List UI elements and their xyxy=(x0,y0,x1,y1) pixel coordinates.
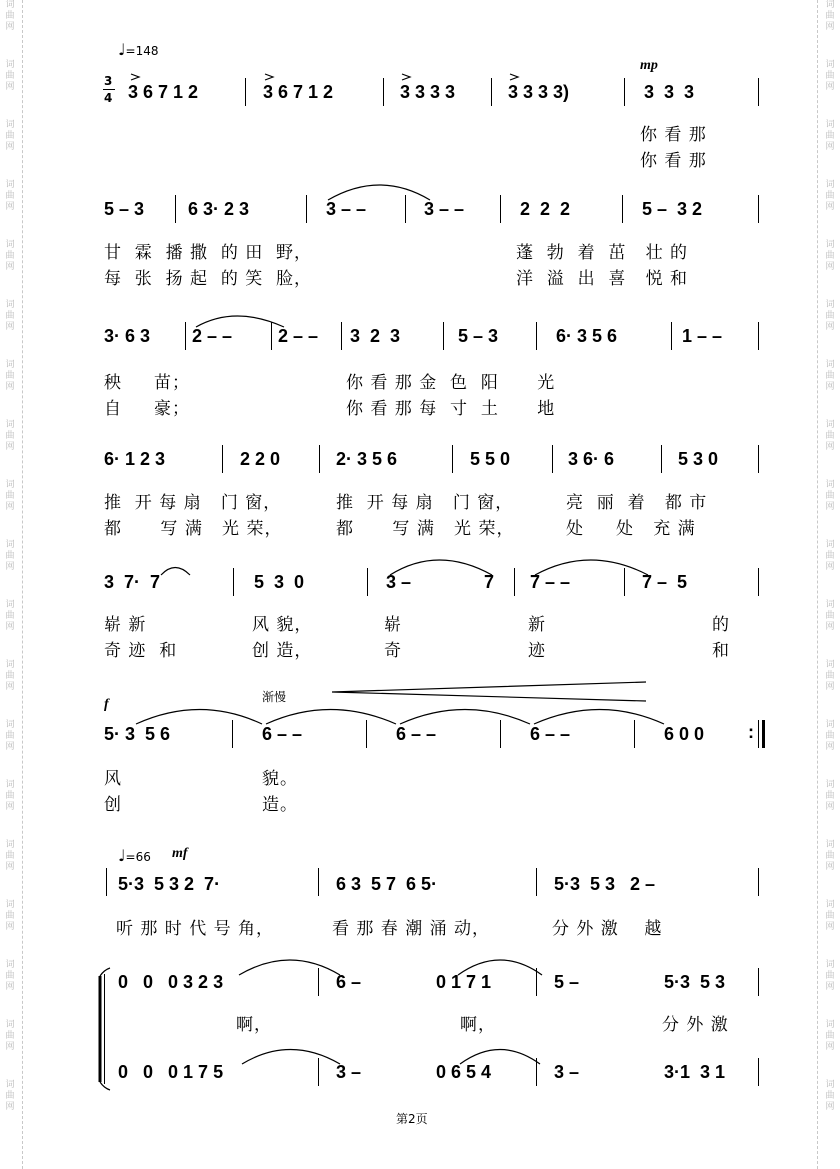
lyric-line-2: 自 豪； xyxy=(104,399,191,419)
watermark-char: 词 xyxy=(825,1020,835,1030)
lyric-line-2: 你 看 那 xyxy=(640,151,707,171)
measure-notes: 5·3 5 3 xyxy=(664,972,726,992)
watermark-char: 词 xyxy=(825,540,835,550)
watermark-char: 词 xyxy=(5,720,15,730)
watermark-char: 曲 xyxy=(825,191,835,201)
slur xyxy=(242,1050,340,1065)
slur xyxy=(136,710,262,725)
measure-notes: 6 – – xyxy=(396,724,437,744)
lyric-line-1: 看 那 春 潮 涌 动， xyxy=(332,919,491,939)
measure-notes: 2· 3 5 6 xyxy=(336,449,398,469)
lyric-line-1: 推 开 每 扇 门 窗， xyxy=(336,493,514,513)
lyric-line-2: 迹 xyxy=(528,641,546,661)
lyric-line-2: 奇 xyxy=(384,641,402,661)
watermark-char: 曲 xyxy=(5,671,15,681)
watermark-char: 网 xyxy=(825,1042,835,1052)
watermark-char: 网 xyxy=(5,562,15,572)
watermark-char: 词 xyxy=(5,360,15,370)
lyric-line-1: 风 貌， xyxy=(252,615,313,635)
watermark-char: 曲 xyxy=(5,791,15,801)
watermark-char: 网 xyxy=(825,202,835,212)
lyric-line-1: 新 xyxy=(528,615,546,635)
watermark-char: 网 xyxy=(5,502,15,512)
tempo-mark-1: ♩=148 xyxy=(118,40,159,59)
watermark-char: 网 xyxy=(5,922,15,932)
watermark-char: 曲 xyxy=(5,371,15,381)
measure-notes: 3 6· 6 xyxy=(568,449,615,469)
watermark-char: 曲 xyxy=(825,251,835,261)
lyric-line-2: 和 xyxy=(712,641,730,661)
watermark-char: 曲 xyxy=(825,551,835,561)
watermark-char: 网 xyxy=(825,442,835,452)
watermark-char: 网 xyxy=(825,862,835,872)
rit-mark: 渐慢 xyxy=(262,690,287,704)
lyric-line-1: 啊， xyxy=(460,1015,496,1035)
lyric-line-1: 亮 丽 着 都 市 xyxy=(566,493,708,513)
watermark-char: 网 xyxy=(825,82,835,92)
watermark-char: 词 xyxy=(825,300,835,310)
measure-notes: 0 1 7 1 xyxy=(436,972,492,992)
measure-notes: 0 6 5 4 xyxy=(436,1062,492,1082)
measure-notes: 3 7· 7 xyxy=(104,572,161,592)
measure-notes: 5·3 5 3 2 – xyxy=(554,874,656,894)
watermark-char: 词 xyxy=(5,840,15,850)
measure-notes: 0 0 0 3 2 3 xyxy=(118,972,224,992)
system-bracket-bottom xyxy=(100,1082,110,1090)
watermark-char: 网 xyxy=(825,802,835,812)
watermark-char: 词 xyxy=(825,600,835,610)
watermark-char: 网 xyxy=(5,1042,15,1052)
watermark-char: 网 xyxy=(825,142,835,152)
lyric-line-1: 你 看 那 金 色 阳 光 xyxy=(346,373,556,393)
lyric-line-2: 创 xyxy=(104,795,122,815)
measure-notes: 2 – – xyxy=(278,326,319,346)
measure-notes: 3 3 3 3 xyxy=(400,82,456,102)
watermark-char: 曲 xyxy=(825,791,835,801)
lyric-line-2: 洋 溢 出 喜 悦 和 xyxy=(516,269,689,289)
measure-notes: 6 – – xyxy=(530,724,571,744)
lyric-line-1: 崭 新 xyxy=(104,615,147,635)
watermark-char: 曲 xyxy=(825,851,835,861)
lyric-line-1: 崭 xyxy=(384,615,402,635)
measure-notes: 6 – xyxy=(336,972,362,992)
watermark-char: 词 xyxy=(5,960,15,970)
watermark-char: 曲 xyxy=(5,251,15,261)
watermark-char: 网 xyxy=(825,562,835,572)
hairpin-decrescendo xyxy=(332,682,646,701)
watermark-char: 词 xyxy=(825,240,835,250)
measure-notes: 6· 3 5 6 xyxy=(556,326,618,346)
watermark-char: 网 xyxy=(5,82,15,92)
measure-notes: 2 2 0 xyxy=(240,449,281,469)
measure-notes: 3 – xyxy=(336,1062,362,1082)
watermark-char: 曲 xyxy=(5,1031,15,1041)
watermark-char: 曲 xyxy=(5,1091,15,1101)
dynamic-mf: mf xyxy=(172,846,188,861)
watermark-char: 词 xyxy=(825,900,835,910)
watermark-char: 词 xyxy=(5,300,15,310)
watermark-char: 曲 xyxy=(825,71,835,81)
lyric-line-1: 秧 苗； xyxy=(104,373,191,393)
watermark-char: 词 xyxy=(825,960,835,970)
measure-notes: 3 3 3 xyxy=(644,82,695,102)
repeat-dots: : xyxy=(748,722,754,742)
tempo-mark-2: ♩=66 xyxy=(118,846,151,865)
watermark-char: 网 xyxy=(825,322,835,332)
watermark-char: 词 xyxy=(825,60,835,70)
watermark-char: 词 xyxy=(825,720,835,730)
watermark-char: 词 xyxy=(5,480,15,490)
measure-notes: 5 3 0 xyxy=(254,572,305,592)
watermark-char: 词 xyxy=(5,240,15,250)
measure-notes: 3 3 3 3) xyxy=(508,82,570,102)
lyric-line-1: 啊， xyxy=(236,1015,272,1035)
watermark-char: 曲 xyxy=(5,11,15,21)
watermark-char: 词 xyxy=(5,1020,15,1030)
watermark-char: 曲 xyxy=(5,911,15,921)
watermark-char: 曲 xyxy=(5,71,15,81)
watermark-char: 曲 xyxy=(825,491,835,501)
watermark-char: 网 xyxy=(825,1102,835,1112)
lyric-line-1: 分 外 激 xyxy=(662,1015,729,1035)
watermark-char: 曲 xyxy=(5,731,15,741)
accent-mark xyxy=(265,74,273,80)
measure-notes: 3 6 7 1 2 xyxy=(128,82,199,102)
watermark-char: 网 xyxy=(5,22,15,32)
lyric-line-1: 你 看 那 xyxy=(640,125,707,145)
measure-notes: 5 – 3 xyxy=(458,326,499,346)
lyric-line-1: 推 开 每 扇 门 窗， xyxy=(104,493,282,513)
watermark-char: 词 xyxy=(5,420,15,430)
measure-notes: 1 – – xyxy=(682,326,723,346)
measure-notes: 3·1 3 1 xyxy=(664,1062,726,1082)
watermark-char: 曲 xyxy=(825,971,835,981)
time-sig-bottom: 4 xyxy=(104,91,113,105)
page-number: 第2页 xyxy=(396,1112,428,1126)
measure-notes: 7 xyxy=(484,572,495,592)
slur xyxy=(400,710,530,725)
watermark-char: 网 xyxy=(825,982,835,992)
watermark-char: 曲 xyxy=(825,1031,835,1041)
watermark-char: 曲 xyxy=(5,131,15,141)
watermark-char: 词 xyxy=(5,120,15,130)
measure-notes: 3 2 3 xyxy=(350,326,401,346)
watermark-char: 网 xyxy=(825,682,835,692)
watermark-char: 曲 xyxy=(5,431,15,441)
watermark-char: 曲 xyxy=(825,611,835,621)
watermark-char: 网 xyxy=(5,622,15,632)
watermark-char: 曲 xyxy=(825,911,835,921)
watermark-char: 词 xyxy=(5,60,15,70)
slur xyxy=(161,568,190,576)
watermark-char: 词 xyxy=(825,840,835,850)
watermark-char: 曲 xyxy=(5,191,15,201)
watermark-char: 曲 xyxy=(5,971,15,981)
slur xyxy=(390,560,492,575)
measure-notes: 3 – – xyxy=(326,199,367,219)
measure-notes: 5 – xyxy=(554,972,580,992)
watermark-char: 词 xyxy=(5,180,15,190)
watermark-char: 词 xyxy=(5,0,15,10)
dynamic-mp: mp xyxy=(640,58,658,73)
measure-notes: 6 – – xyxy=(262,724,303,744)
lyric-line-1: 分 外 激 越 xyxy=(552,919,663,939)
watermark-char: 网 xyxy=(825,742,835,752)
accent-mark xyxy=(131,74,139,80)
measure-notes: 6· 1 2 3 xyxy=(104,449,166,469)
measure-notes: 6 3 5 7 6 5· xyxy=(336,874,438,894)
measure-notes: 3 6 7 1 2 xyxy=(263,82,334,102)
watermark-char: 词 xyxy=(5,1080,15,1090)
lyric-line-1: 风 xyxy=(104,769,122,789)
watermark-char: 网 xyxy=(5,862,15,872)
watermark-char: 词 xyxy=(825,780,835,790)
lyric-line-2: 都 写 满 光 荣， xyxy=(104,519,283,539)
watermark-char: 曲 xyxy=(5,851,15,861)
time-sig-top: 3 xyxy=(104,74,113,88)
slur xyxy=(196,316,284,327)
watermark-char: 曲 xyxy=(5,551,15,561)
watermark-char: 网 xyxy=(5,982,15,992)
accent-mark xyxy=(510,74,518,80)
watermark-char: 网 xyxy=(5,202,15,212)
watermark-char: 网 xyxy=(5,382,15,392)
watermark-char: 曲 xyxy=(5,611,15,621)
measure-notes: 5 3 0 xyxy=(678,449,719,469)
watermark-char: 曲 xyxy=(825,671,835,681)
lyric-line-1: 的 xyxy=(712,615,730,635)
watermark-char: 词 xyxy=(825,0,835,10)
lyric-line-1: 蓬 勃 着 茁 壮 的 xyxy=(516,243,689,263)
measure-notes: 5 5 0 xyxy=(470,449,511,469)
measure-notes: 3 – – xyxy=(424,199,465,219)
lyric-line-2: 处 处 充 满 xyxy=(566,519,696,539)
watermark-char: 网 xyxy=(5,142,15,152)
lyric-line-2: 造。 xyxy=(262,795,298,815)
watermark-char: 网 xyxy=(5,802,15,812)
watermark-char: 曲 xyxy=(825,131,835,141)
slur xyxy=(460,1050,540,1065)
measure-notes: 5·3 5 3 2 7· xyxy=(118,874,221,894)
lyric-line-2: 你 看 那 每 寸 土 地 xyxy=(346,399,556,419)
measure-notes: 3 – xyxy=(554,1062,580,1082)
lyric-line-2: 创 造， xyxy=(252,641,313,661)
measure-notes: 7 – – xyxy=(530,572,571,592)
system-bracket-top xyxy=(100,968,110,976)
measure-notes: 0 0 0 1 7 5 xyxy=(118,1062,224,1082)
watermark-char: 网 xyxy=(5,1102,15,1112)
watermark-char: 曲 xyxy=(5,491,15,501)
watermark-char: 曲 xyxy=(825,731,835,741)
slur xyxy=(534,710,664,725)
watermark-char: 网 xyxy=(825,382,835,392)
measure-notes: 7 – 5 xyxy=(642,572,688,592)
slur xyxy=(458,960,542,975)
slur xyxy=(328,185,430,200)
slur xyxy=(239,960,340,975)
lyric-line-1: 听 那 时 代 号 角， xyxy=(116,919,275,939)
watermark-char: 词 xyxy=(825,1080,835,1090)
watermark-char: 曲 xyxy=(825,371,835,381)
slur xyxy=(535,560,648,575)
accent-mark xyxy=(402,74,410,80)
lyric-line-2: 奇 迹 和 xyxy=(104,641,178,661)
watermark-char: 词 xyxy=(825,420,835,430)
watermark-char: 词 xyxy=(825,360,835,370)
lyric-line-1: 甘 霖 播 撒 的 田 野， xyxy=(104,243,313,263)
watermark-char: 网 xyxy=(825,622,835,632)
watermark-char: 词 xyxy=(5,600,15,610)
lyric-line-2: 每 张 扬 起 的 笑 脸， xyxy=(104,269,313,289)
watermark-char: 网 xyxy=(5,322,15,332)
watermark-char: 词 xyxy=(5,780,15,790)
lyric-line-2: 都 写 满 光 荣， xyxy=(336,519,515,539)
watermark-char: 词 xyxy=(5,900,15,910)
measure-notes: 3 – xyxy=(386,572,412,592)
measure-notes: 2 2 2 xyxy=(520,199,571,219)
watermark-char: 网 xyxy=(825,262,835,272)
watermark-char: 词 xyxy=(5,540,15,550)
watermark-char: 曲 xyxy=(825,11,835,21)
measure-notes: 5 – 3 2 xyxy=(642,199,703,219)
watermark-char: 曲 xyxy=(825,431,835,441)
watermark-char: 词 xyxy=(825,660,835,670)
watermark-char: 曲 xyxy=(825,1091,835,1101)
watermark-char: 网 xyxy=(5,742,15,752)
slur xyxy=(266,710,396,725)
watermark-char: 曲 xyxy=(5,311,15,321)
watermark-char: 词 xyxy=(825,120,835,130)
measure-notes: 3· 6 3 xyxy=(104,326,151,346)
watermark-char: 网 xyxy=(825,502,835,512)
watermark-char: 词 xyxy=(825,480,835,490)
watermark-char: 曲 xyxy=(825,311,835,321)
lyric-line-1: 貌。 xyxy=(262,769,298,789)
watermark-char: 网 xyxy=(825,922,835,932)
watermark-char: 网 xyxy=(5,682,15,692)
measure-notes: 5· 3 5 6 xyxy=(104,724,171,744)
measure-notes: 2 – – xyxy=(192,326,233,346)
watermark-char: 词 xyxy=(825,180,835,190)
measure-notes: 6 3· 2 3 xyxy=(188,199,250,219)
watermark-char: 词 xyxy=(5,660,15,670)
watermark-char: 网 xyxy=(825,22,835,32)
measure-notes: 5 – 3 xyxy=(104,199,145,219)
dynamic-f: f xyxy=(104,697,109,712)
watermark-char: 网 xyxy=(5,262,15,272)
watermark-char: 网 xyxy=(5,442,15,452)
measure-notes: 6 0 0 xyxy=(664,724,705,744)
